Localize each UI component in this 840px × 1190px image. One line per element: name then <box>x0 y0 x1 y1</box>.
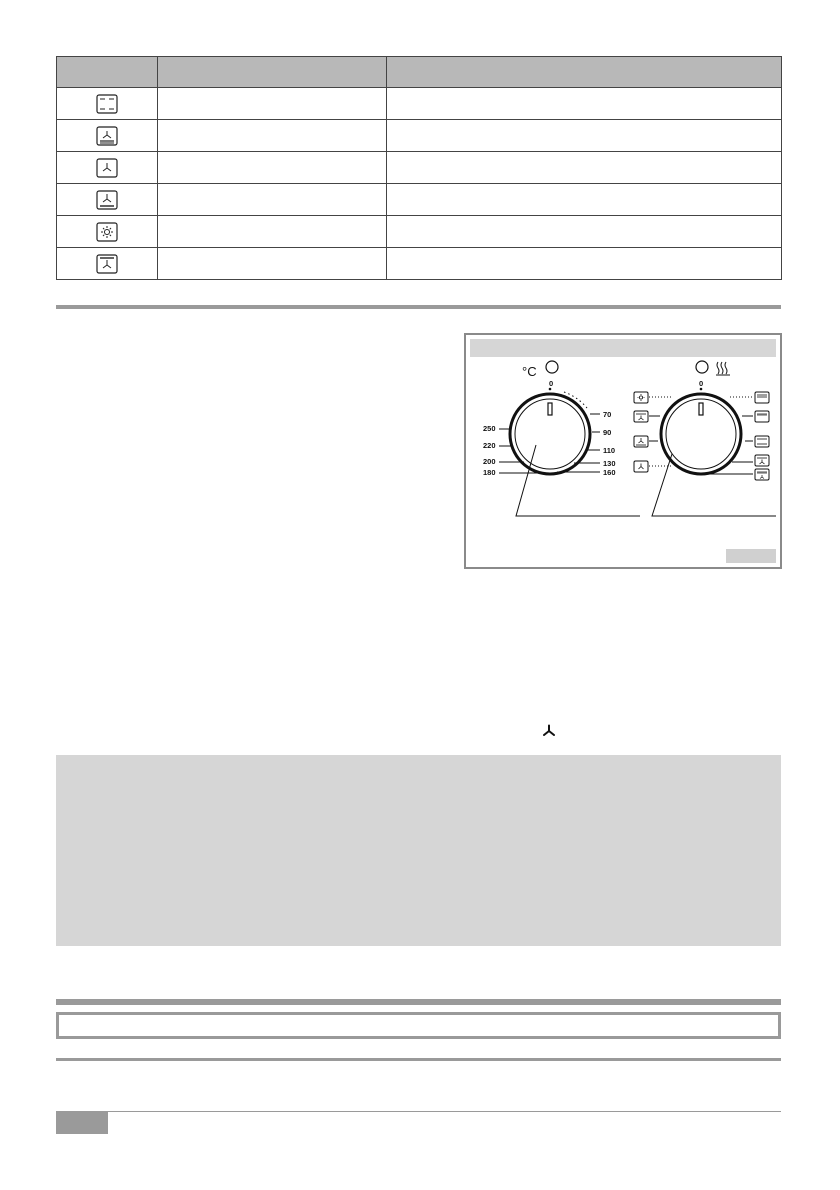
scale-label-160: 160 <box>603 468 616 477</box>
fan-bottom-heat-icon <box>96 190 118 210</box>
temperature-unit-label: °C <box>522 364 537 379</box>
footer-rule <box>56 1111 781 1112</box>
description-cell <box>387 184 782 216</box>
function-knob[interactable] <box>634 361 776 516</box>
function-cell <box>158 120 387 152</box>
temperature-knob[interactable] <box>483 361 640 516</box>
top-heat-icon <box>730 392 769 403</box>
fan-top-heat-icon <box>96 254 118 274</box>
off-marker-dot <box>700 388 703 391</box>
function-cell <box>158 88 387 120</box>
scale-label-220: 220 <box>483 441 496 450</box>
fan-grill-icon <box>634 411 660 422</box>
function-table <box>56 56 782 280</box>
function-cell <box>158 248 387 280</box>
top-bottom-heat-icon <box>745 436 769 447</box>
symbol-cell <box>57 248 158 280</box>
temperature-indicator-lamp <box>546 361 558 373</box>
symbol-cell <box>57 216 158 248</box>
defrost-icon <box>634 392 671 403</box>
top-bottom-heat-icon <box>96 94 118 114</box>
scale-label-90: 90 <box>603 428 612 437</box>
scale-label-130: 130 <box>603 459 616 468</box>
table-header-row <box>57 57 782 88</box>
temperature-off-label: 0 <box>549 379 554 388</box>
table-row <box>57 248 782 280</box>
scale-label-250: 250 <box>483 424 496 433</box>
defrost-icon <box>96 222 118 242</box>
description-cell <box>387 88 782 120</box>
description-cell <box>387 120 782 152</box>
page-number-tab <box>56 1111 108 1134</box>
description-cell <box>387 152 782 184</box>
section-header-rule <box>56 999 781 1005</box>
symbol-cell <box>57 88 158 120</box>
scale-label-70: 70 <box>603 410 612 419</box>
fan-bottom-heat-icon <box>634 436 658 447</box>
control-panel-figure <box>464 333 782 569</box>
symbol-cell <box>57 120 158 152</box>
description-cell <box>387 248 782 280</box>
note-box <box>56 755 781 946</box>
figure-label-tab <box>726 549 776 563</box>
function-cell <box>158 216 387 248</box>
section-bottom-rule <box>56 1058 781 1061</box>
table-row <box>57 88 782 120</box>
function-cell <box>158 152 387 184</box>
section-divider <box>56 305 781 309</box>
off-marker-dot <box>549 388 552 391</box>
table-row <box>57 184 782 216</box>
scale-label-180: 180 <box>483 468 496 477</box>
header-symbol <box>57 57 158 88</box>
full-grill-icon <box>702 469 769 480</box>
description-cell <box>387 216 782 248</box>
function-cell <box>158 184 387 216</box>
section-header-box <box>56 1012 781 1039</box>
fan-icon <box>96 158 118 178</box>
temperature-knob-face <box>515 399 585 469</box>
function-knob-face <box>666 399 736 469</box>
table-row <box>57 120 782 152</box>
header-description <box>387 57 782 88</box>
fan-bottom-grill-icon <box>96 126 118 146</box>
symbol-cell <box>57 184 158 216</box>
table-row <box>57 152 782 184</box>
grill-icon <box>742 411 769 422</box>
fan-bottom-grill-icon <box>732 455 769 466</box>
inline-fan-icon <box>541 723 557 739</box>
control-panel-drawing <box>466 335 780 567</box>
symbol-cell <box>57 152 158 184</box>
scale-label-110: 110 <box>603 446 616 455</box>
table-row <box>57 216 782 248</box>
function-indicator-lamp <box>696 361 708 373</box>
header-function <box>158 57 387 88</box>
scale-label-200: 200 <box>483 457 496 466</box>
heat-waves-icon <box>716 362 730 375</box>
function-off-label: 0 <box>699 379 704 388</box>
